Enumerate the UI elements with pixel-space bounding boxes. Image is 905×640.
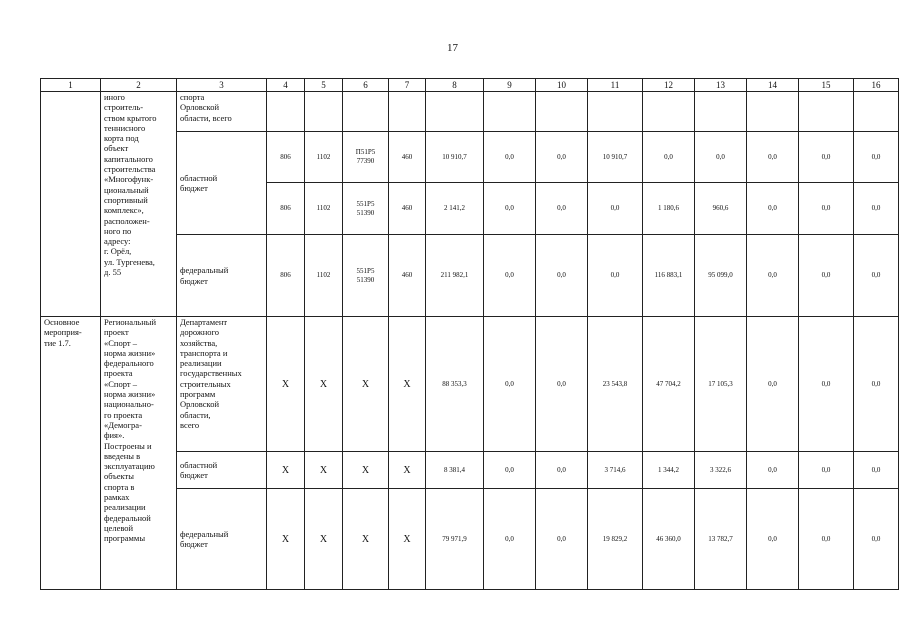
column-header: 12 [643, 79, 695, 92]
cell-value: Х [267, 452, 305, 489]
cell-value: Х [267, 489, 305, 590]
cell-value: 8 381,4 [426, 452, 484, 489]
cell-value [343, 92, 389, 132]
cell-value: 1102 [305, 132, 343, 183]
cell-value: Х [389, 452, 426, 489]
cell-value: 0,0 [854, 317, 899, 452]
column-header: 11 [588, 79, 643, 92]
cell-value: 0,0 [588, 235, 643, 317]
cell-value: 0,0 [854, 235, 899, 317]
cell-value [854, 92, 899, 132]
cell-value [536, 92, 588, 132]
cell-funding-source: федеральный бюджет [177, 489, 267, 590]
cell-value [695, 92, 747, 132]
cell-value: 1102 [305, 235, 343, 317]
cell-value [267, 92, 305, 132]
cell-funding-source: Департамент дорожного хозяйства, транспорта и реализации государственных строительных программ Орловской области, всего [177, 317, 267, 452]
column-header: 6 [343, 79, 389, 92]
column-header: 2 [101, 79, 177, 92]
cell-value: 0,0 [484, 132, 536, 183]
cell-value: 0,0 [799, 452, 854, 489]
cell-value: 1 344,2 [643, 452, 695, 489]
column-header: 15 [799, 79, 854, 92]
cell-value: 0,0 [484, 235, 536, 317]
cell-value: 0,0 [747, 183, 799, 235]
cell-value: 0,0 [747, 235, 799, 317]
cell-value: 0,0 [747, 317, 799, 452]
cell-event-name: иного строитель- ством крытого теннисного корта под объект капитального строительства «Многофунк- циональный спортивный комплекс», расположен- ного по адресу: г. Орёл, ул. Тургенева, д. 55 [101, 92, 177, 317]
cell-value: 0,0 [484, 317, 536, 452]
cell-value: 460 [389, 183, 426, 235]
cell-value: 0,0 [747, 489, 799, 590]
cell-value: 0,0 [484, 183, 536, 235]
cell-value [643, 92, 695, 132]
cell-value: 1102 [305, 183, 343, 235]
cell-value: 0,0 [747, 452, 799, 489]
cell-value [747, 92, 799, 132]
column-header: 1 [41, 79, 101, 92]
column-header: 9 [484, 79, 536, 92]
cell-value: 0,0 [799, 183, 854, 235]
cell-value: Х [305, 452, 343, 489]
cell-value: 0,0 [484, 452, 536, 489]
cell-value: 806 [267, 235, 305, 317]
cell-value: Х [305, 489, 343, 590]
header-row [41, 79, 899, 92]
cell-value: 551Р5 51390 [343, 183, 389, 235]
cell-event-name: Региональный проект «Спорт – норма жизни» федерального проекта «Спорт – норма жизни» национально- го проекта «Демогра- фия». Построены и введены в эксплуатацию объекты спорта в рамках реализации федеральной целевой программы [101, 317, 177, 590]
column-header: 3 [177, 79, 267, 92]
cell-value: 88 353,3 [426, 317, 484, 452]
cell-value: 460 [389, 132, 426, 183]
cell-value: 806 [267, 132, 305, 183]
cell-value: 0,0 [536, 489, 588, 590]
cell-funding-source: федеральный бюджет [177, 235, 267, 317]
cell-value: 3 714,6 [588, 452, 643, 489]
cell-value: Х [343, 317, 389, 452]
cell-value: 0,0 [799, 132, 854, 183]
cell-value: 0,0 [588, 183, 643, 235]
column-header: 13 [695, 79, 747, 92]
cell-event: Основное мероприя- тие 1.7. [41, 317, 101, 590]
cell-value: 0,0 [643, 132, 695, 183]
cell-value: 23 543,8 [588, 317, 643, 452]
cell-value: 79 971,9 [426, 489, 484, 590]
cell-value: 13 782,7 [695, 489, 747, 590]
cell-value [588, 92, 643, 132]
cell-value: 10 910,7 [588, 132, 643, 183]
column-header: 7 [389, 79, 426, 92]
page-number: 17 [447, 42, 458, 54]
cell-value: 0,0 [536, 132, 588, 183]
cell-value: 0,0 [747, 132, 799, 183]
cell-value: 3 322,6 [695, 452, 747, 489]
column-header: 5 [305, 79, 343, 92]
cell-value: 0,0 [854, 452, 899, 489]
cell-value [389, 92, 426, 132]
cell-value [484, 92, 536, 132]
cell-value: 2 141,2 [426, 183, 484, 235]
cell-funding-source: областной бюджет [177, 132, 267, 235]
cell-value [305, 92, 343, 132]
cell-value: 806 [267, 183, 305, 235]
cell-value: 116 883,1 [643, 235, 695, 317]
cell-funding-source: областной бюджет [177, 452, 267, 489]
cell-value: 0,0 [799, 235, 854, 317]
cell-value: 10 910,7 [426, 132, 484, 183]
cell-value: 0,0 [484, 489, 536, 590]
cell-value: 47 704,2 [643, 317, 695, 452]
cell-value: 1 180,6 [643, 183, 695, 235]
cell-value [799, 92, 854, 132]
column-header: 4 [267, 79, 305, 92]
cell-value: П51Р5 77390 [343, 132, 389, 183]
cell-value: 0,0 [536, 183, 588, 235]
cell-value: 0,0 [799, 489, 854, 590]
table-row [41, 92, 899, 132]
cell-value: 960,6 [695, 183, 747, 235]
column-header: 10 [536, 79, 588, 92]
table-row [41, 317, 899, 452]
cell-value: Х [267, 317, 305, 452]
cell-value: Х [389, 317, 426, 452]
cell-value: Х [343, 489, 389, 590]
cell-value: 19 829,2 [588, 489, 643, 590]
cell-value: 0,0 [854, 132, 899, 183]
cell-value: 0,0 [799, 317, 854, 452]
cell-value: 0,0 [695, 132, 747, 183]
cell-value: Х [389, 489, 426, 590]
cell-value: 46 360,0 [643, 489, 695, 590]
cell-event [41, 92, 101, 317]
cell-value: 0,0 [536, 317, 588, 452]
cell-value: Х [343, 452, 389, 489]
cell-value [426, 92, 484, 132]
column-header: 14 [747, 79, 799, 92]
cell-value: 0,0 [854, 183, 899, 235]
cell-value: 551Р5 51390 [343, 235, 389, 317]
budget-table [40, 78, 899, 590]
cell-value: Х [305, 317, 343, 452]
cell-value: 460 [389, 235, 426, 317]
cell-value: 95 099,0 [695, 235, 747, 317]
cell-value: 0,0 [854, 489, 899, 590]
cell-value: 0,0 [536, 235, 588, 317]
cell-funding-source: спорта Орловской области, всего [177, 92, 267, 132]
column-header: 16 [854, 79, 899, 92]
cell-value: 17 105,3 [695, 317, 747, 452]
cell-value: 211 982,1 [426, 235, 484, 317]
cell-value: 0,0 [536, 452, 588, 489]
column-header: 8 [426, 79, 484, 92]
